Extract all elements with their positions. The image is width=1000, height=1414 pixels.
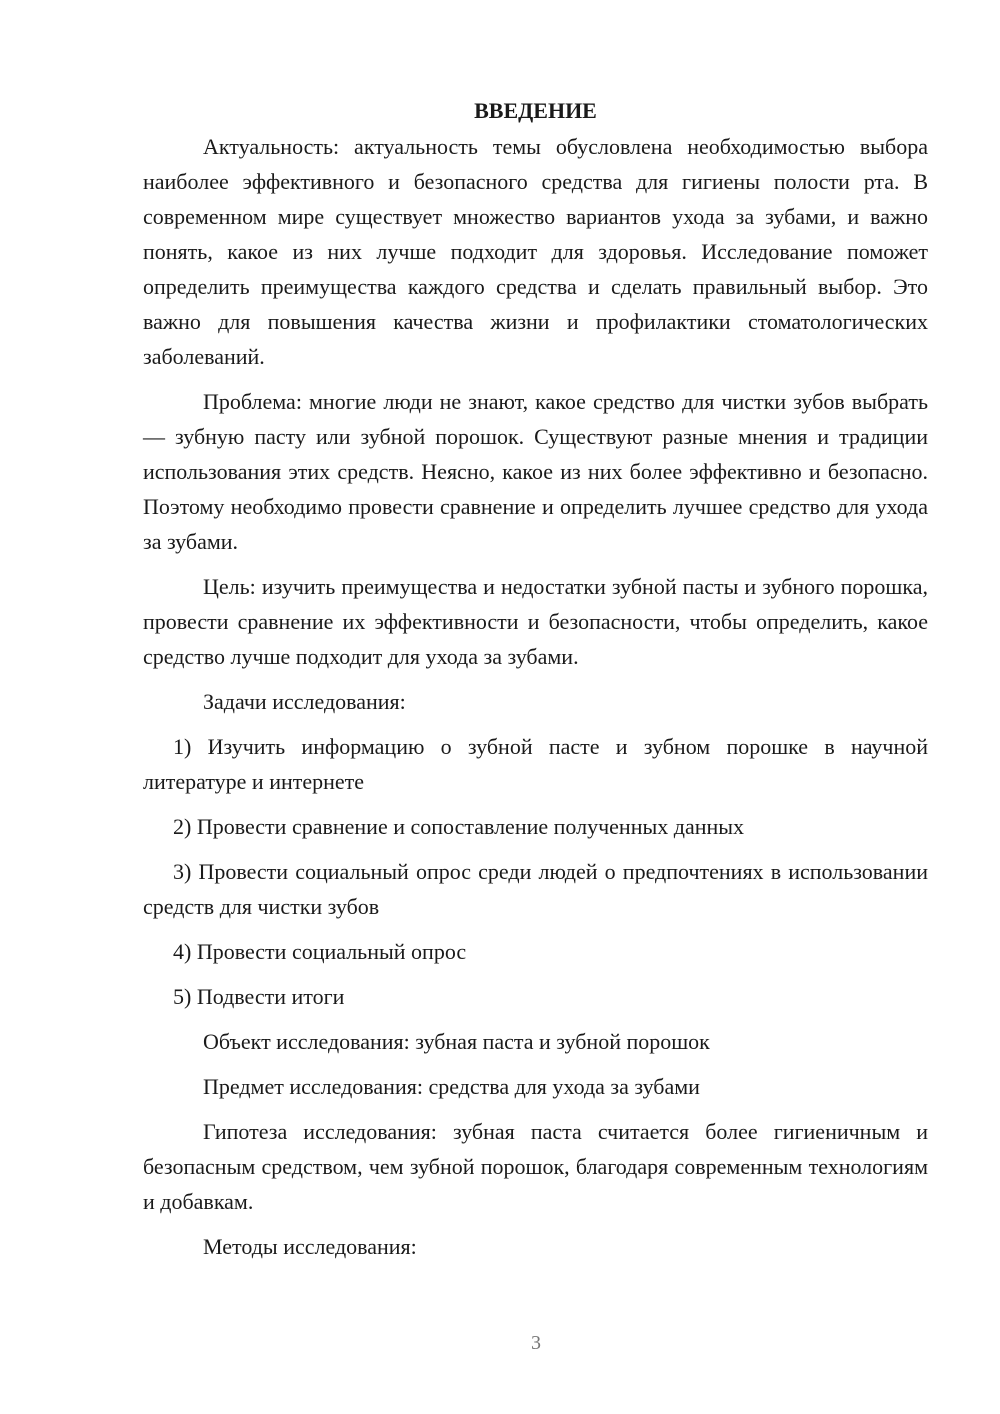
relevance-paragraph: Актуальность: актуальность темы обусловлена необходимостью выбора наиболее эффективного и безопасного средства для гигиены полости рта. В современном мире существует множество вариантов ухода за зубами, и важно понять, какое из них лучше подходит для здоровья. Исследование поможет определить преимущества каждого средства и сделать правильный выбор. Это важно для повышения качества жизни и профилактики стоматологических заболеваний. <box>143 134 928 369</box>
object-paragraph: Объект исследования: зубная паста и зубной порошок <box>203 1029 710 1054</box>
task-item: 1) Изучить информацию о зубной пасте и зубном порошке в научной литературе и интернете <box>143 734 928 794</box>
task-item: 2) Провести сравнение и сопоставление полученных данных <box>173 814 745 839</box>
page-title: ВВЕДЕНИЕ <box>474 98 597 123</box>
task-item: 4) Провести социальный опрос <box>173 939 467 964</box>
subject-paragraph: Предмет исследования: средства для ухода за зубами <box>203 1074 700 1099</box>
goal-paragraph: Цель: изучить преимущества и недостатки зубной пасты и зубного порошка, провести сравнение их эффективности и безопасности, чтобы определить, какое средство лучше подходит для ухода за зубами. <box>143 574 928 669</box>
document-page <box>143 95 928 1274</box>
task-item: 5) Подвести итоги <box>173 984 345 1009</box>
hypothesis-paragraph: Гипотеза исследования: зубная паста считается более гигиеничным и безопасным средством, чем зубной порошок, благодаря современным технологиям и добавкам. <box>143 1119 928 1214</box>
page-number: 3 <box>531 1332 541 1354</box>
problem-paragraph: Проблема: многие люди не знают, какое средство для чистки зубов выбрать — зубную пасту или зубной порошок. Существуют разные мнения и традиции использования этих средств. Неясно, какое из них более эффективно и безопасно. Поэтому необходимо провести сравнение и определить лучшее средство для ухода за зубами. <box>143 389 928 554</box>
task-item: 3) Провести социальный опрос среди людей о предпочтениях в использовании средств для чистки зубов <box>143 859 928 919</box>
methods-title: Методы исследования: <box>203 1234 417 1259</box>
tasks-title: Задачи исследования: <box>203 689 406 714</box>
